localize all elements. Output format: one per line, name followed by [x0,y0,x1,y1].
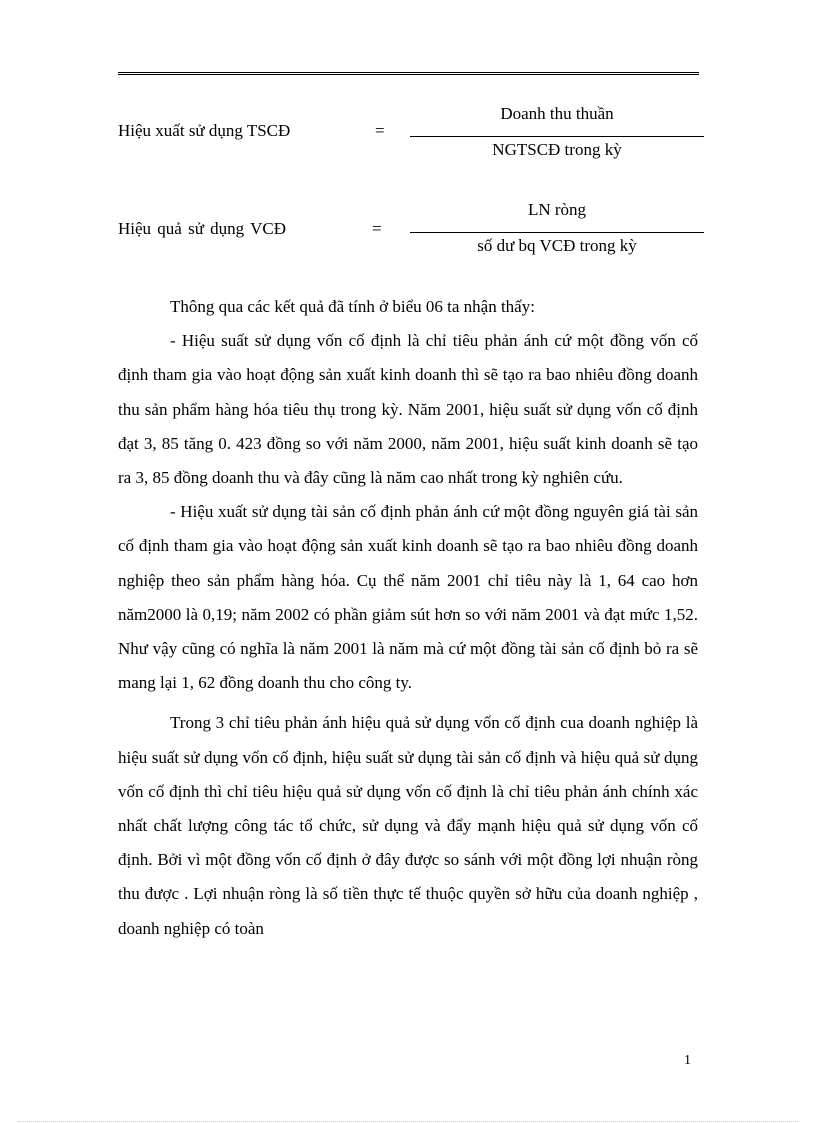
formula-numerator: LN ròng [527,200,587,219]
body-text [118,290,698,946]
header-double-rule [118,72,699,75]
paragraph-capital-efficiency: - Hiệu suất sử dụng vốn cố định là chỉ tiêu phản ánh cứ một đồng vốn cố định tham gia vào hoạt động sản xuất kinh doanh thì sẽ tạo ra bao nhiêu đồng doanh thu sản phẩm hàng hóa tiêu thụ trong kỳ. Năm 2001, hiệu suất sử dụng vốn cố định đạt 3, 85 tăng 0. 423 đồng so với năm 2000, năm 2001, hiệu suất kinh doanh sẽ tạo ra 3, 85 đồng doanh thu và đây cũng là năm cao nhất trong kỳ nghiên cứu. [118,331,698,488]
formula-denominator: NGTSCĐ trong kỳ [492,140,622,159]
equals-sign: = [375,121,385,140]
page-number: 1 [684,1053,691,1068]
formula-label: Hiệu quả sử dụng VCĐ [118,219,287,238]
paragraph-intro: Thông qua các kết quả đã tính ở biểu 06 ta nhận thấy: [170,297,535,316]
page-bottom-border [18,1121,798,1122]
formula-label: Hiệu xuất sử dụng TSCĐ [118,121,291,140]
formula-numerator: Doanh thu thuần [500,104,614,123]
equals-sign: = [372,219,382,238]
paragraph-asset-efficiency: - Hiệu xuất sử dụng tài sản cố định phản ánh cứ một đồng nguyên giá tài sản cố định tham gia vào hoạt động sản xuất kinh doanh sẽ tạo ra bao nhiêu đồng doanh nghiệp theo sản phẩm hàng hóa. Cụ thể năm 2001 chỉ tiêu này là 1, 64 cao hơn năm2000 là 0,19; năm 2002 có phần giảm sút hơn so với năm 2001 và đạt mức 1,52. Như vậy cũng có nghĩa là năm 2001 là năm mà cứ một đồng tài sản cố định bỏ ra sẽ mang lại 1, 62 đồng doanh thu cho công ty. [118,502,698,693]
fraction-bar [410,136,704,137]
paragraph-conclusion: Trong 3 chỉ tiêu phản ánh hiệu quả sử dụng vốn cố định cua doanh nghiệp là hiệu suất sử dụng vốn cố định, hiệu suất sử dụng tài sản cố định và hiệu quả sử dụng vốn cố định thì chỉ tiêu hiệu quả sử dụng vốn cố định là chỉ tiêu phản ánh chính xác nhất chất lượng công tác tổ chức, sử dụng và đẩy mạnh hiệu quả sử dụng vốn cố định. Bởi vì một đồng vốn cố định ở đây được so sánh với một đồng lợi nhuận ròng thu được . Lợi nhuận ròng là số tiền thực tế thuộc quyền sở hữu của doanh nghiệp , doanh nghiệp có toàn [118,713,698,938]
formula-denominator: số dư bq VCĐ trong kỳ [477,236,637,255]
fraction-bar [410,232,704,233]
